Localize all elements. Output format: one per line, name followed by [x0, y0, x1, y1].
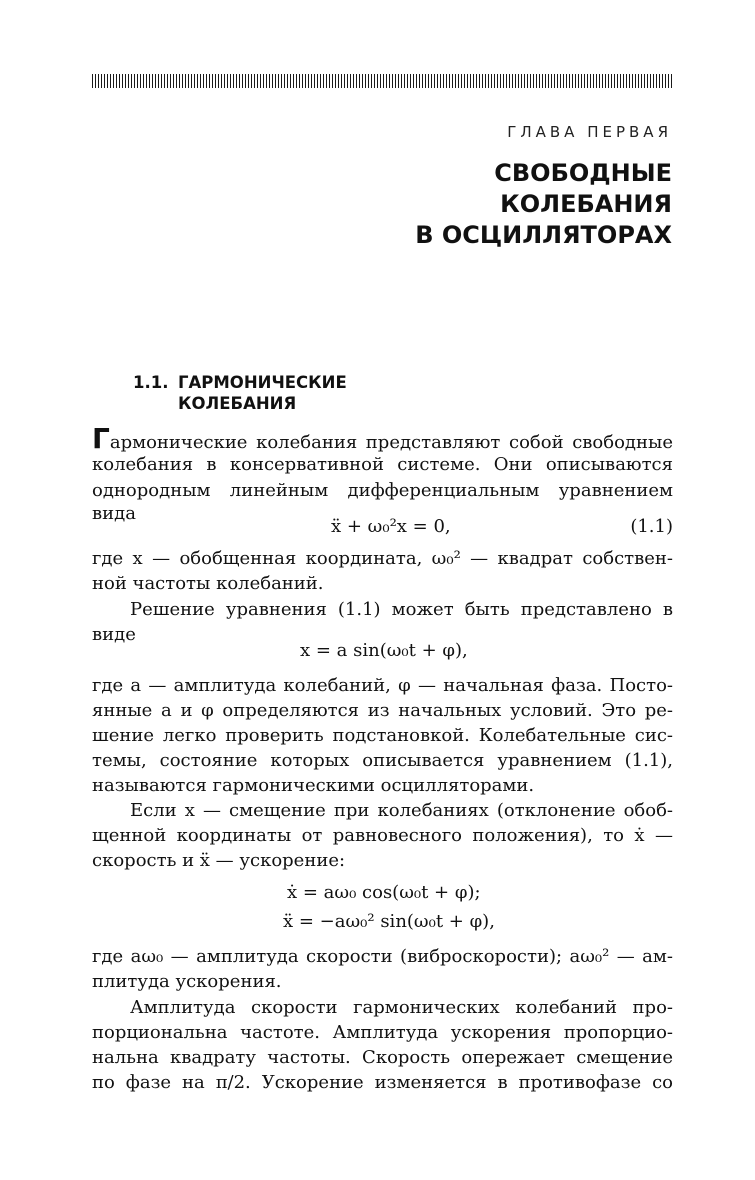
- equation-acceleration: ẍ = −aω₀² sin(ω₀t + φ),: [283, 911, 495, 932]
- chapter-title-line: КОЛЕБАНИЯ: [500, 190, 672, 218]
- text-line: где aω₀ — амплитуда скорости (виброскорости); aω₀² — ам-: [92, 946, 673, 967]
- chapter-title-line: СВОБОДНЫЕ: [494, 159, 672, 187]
- text-line: виде: [92, 624, 136, 645]
- chapter-title: [415, 158, 672, 251]
- text-line: Гармонические колебания представляют собой свободные: [92, 422, 673, 455]
- text-line: колебания в консервативной системе. Они описываются: [92, 454, 673, 475]
- text-line: шение легко проверить подстановкой. Колебательные сис-: [92, 725, 673, 746]
- text-line: вида: [92, 503, 136, 524]
- text-line: Решение уравнения (1.1) может быть представлено в: [130, 599, 673, 620]
- text-line: Амплитуда скорости гармонических колебаний про-: [130, 997, 673, 1018]
- text-line: называются гармоническими осцилляторами.: [92, 775, 535, 796]
- text-line: щенной координаты от равновесного положения), то ẋ —: [92, 825, 673, 846]
- text-line: однородным линейным дифференциальным уравнением: [92, 480, 673, 501]
- text-line: плитуда ускорения.: [92, 971, 282, 992]
- text-line: по фазе на π/2. Ускорение изменяется в противофазе со: [92, 1072, 673, 1093]
- equation-solution: x = a sin(ω₀t + φ),: [300, 640, 468, 661]
- text-line: порциональна частоте. Амплитуда ускорения пропорцио-: [92, 1022, 673, 1043]
- text-line: скорость и ẍ — ускорение:: [92, 850, 346, 871]
- text-line: где a — амплитуда колебаний, φ — начальная фаза. Посто-: [92, 675, 673, 696]
- equation-1-1: ẍ + ω₀²x = 0,: [331, 516, 451, 537]
- equation-velocity: ẋ = aω₀ cos(ω₀t + φ);: [287, 882, 481, 903]
- text-line: где x — обобщенная координата, ω₀² — квадрат собствен-: [92, 548, 673, 569]
- section-title-line: КОЛЕБАНИЯ: [178, 394, 297, 413]
- text-line: нальна квадрату частоты. Скорость опережает смещение: [92, 1047, 673, 1068]
- drop-cap: Г: [92, 422, 110, 455]
- section-title-line: ГАРМОНИЧЕСКИЕ: [178, 373, 347, 392]
- section-heading: [133, 372, 347, 414]
- chapter-title-line: В ОСЦИЛЛЯТОРАХ: [415, 221, 672, 249]
- section-number: 1.1.: [133, 373, 169, 392]
- chapter-label: ГЛАВА ПЕРВАЯ: [507, 123, 672, 141]
- text-line: ной частоты колебаний.: [92, 573, 324, 594]
- header-hatched-rule: [92, 74, 673, 88]
- text-line: Если x — смещение при колебаниях (отклонение обоб-: [130, 800, 673, 821]
- text-line: темы, состояние которых описывается уравнением (1.1),: [92, 750, 673, 771]
- equation-number: (1.1): [630, 516, 673, 537]
- text-line: янные a и φ определяются из начальных условий. Это ре-: [92, 700, 673, 721]
